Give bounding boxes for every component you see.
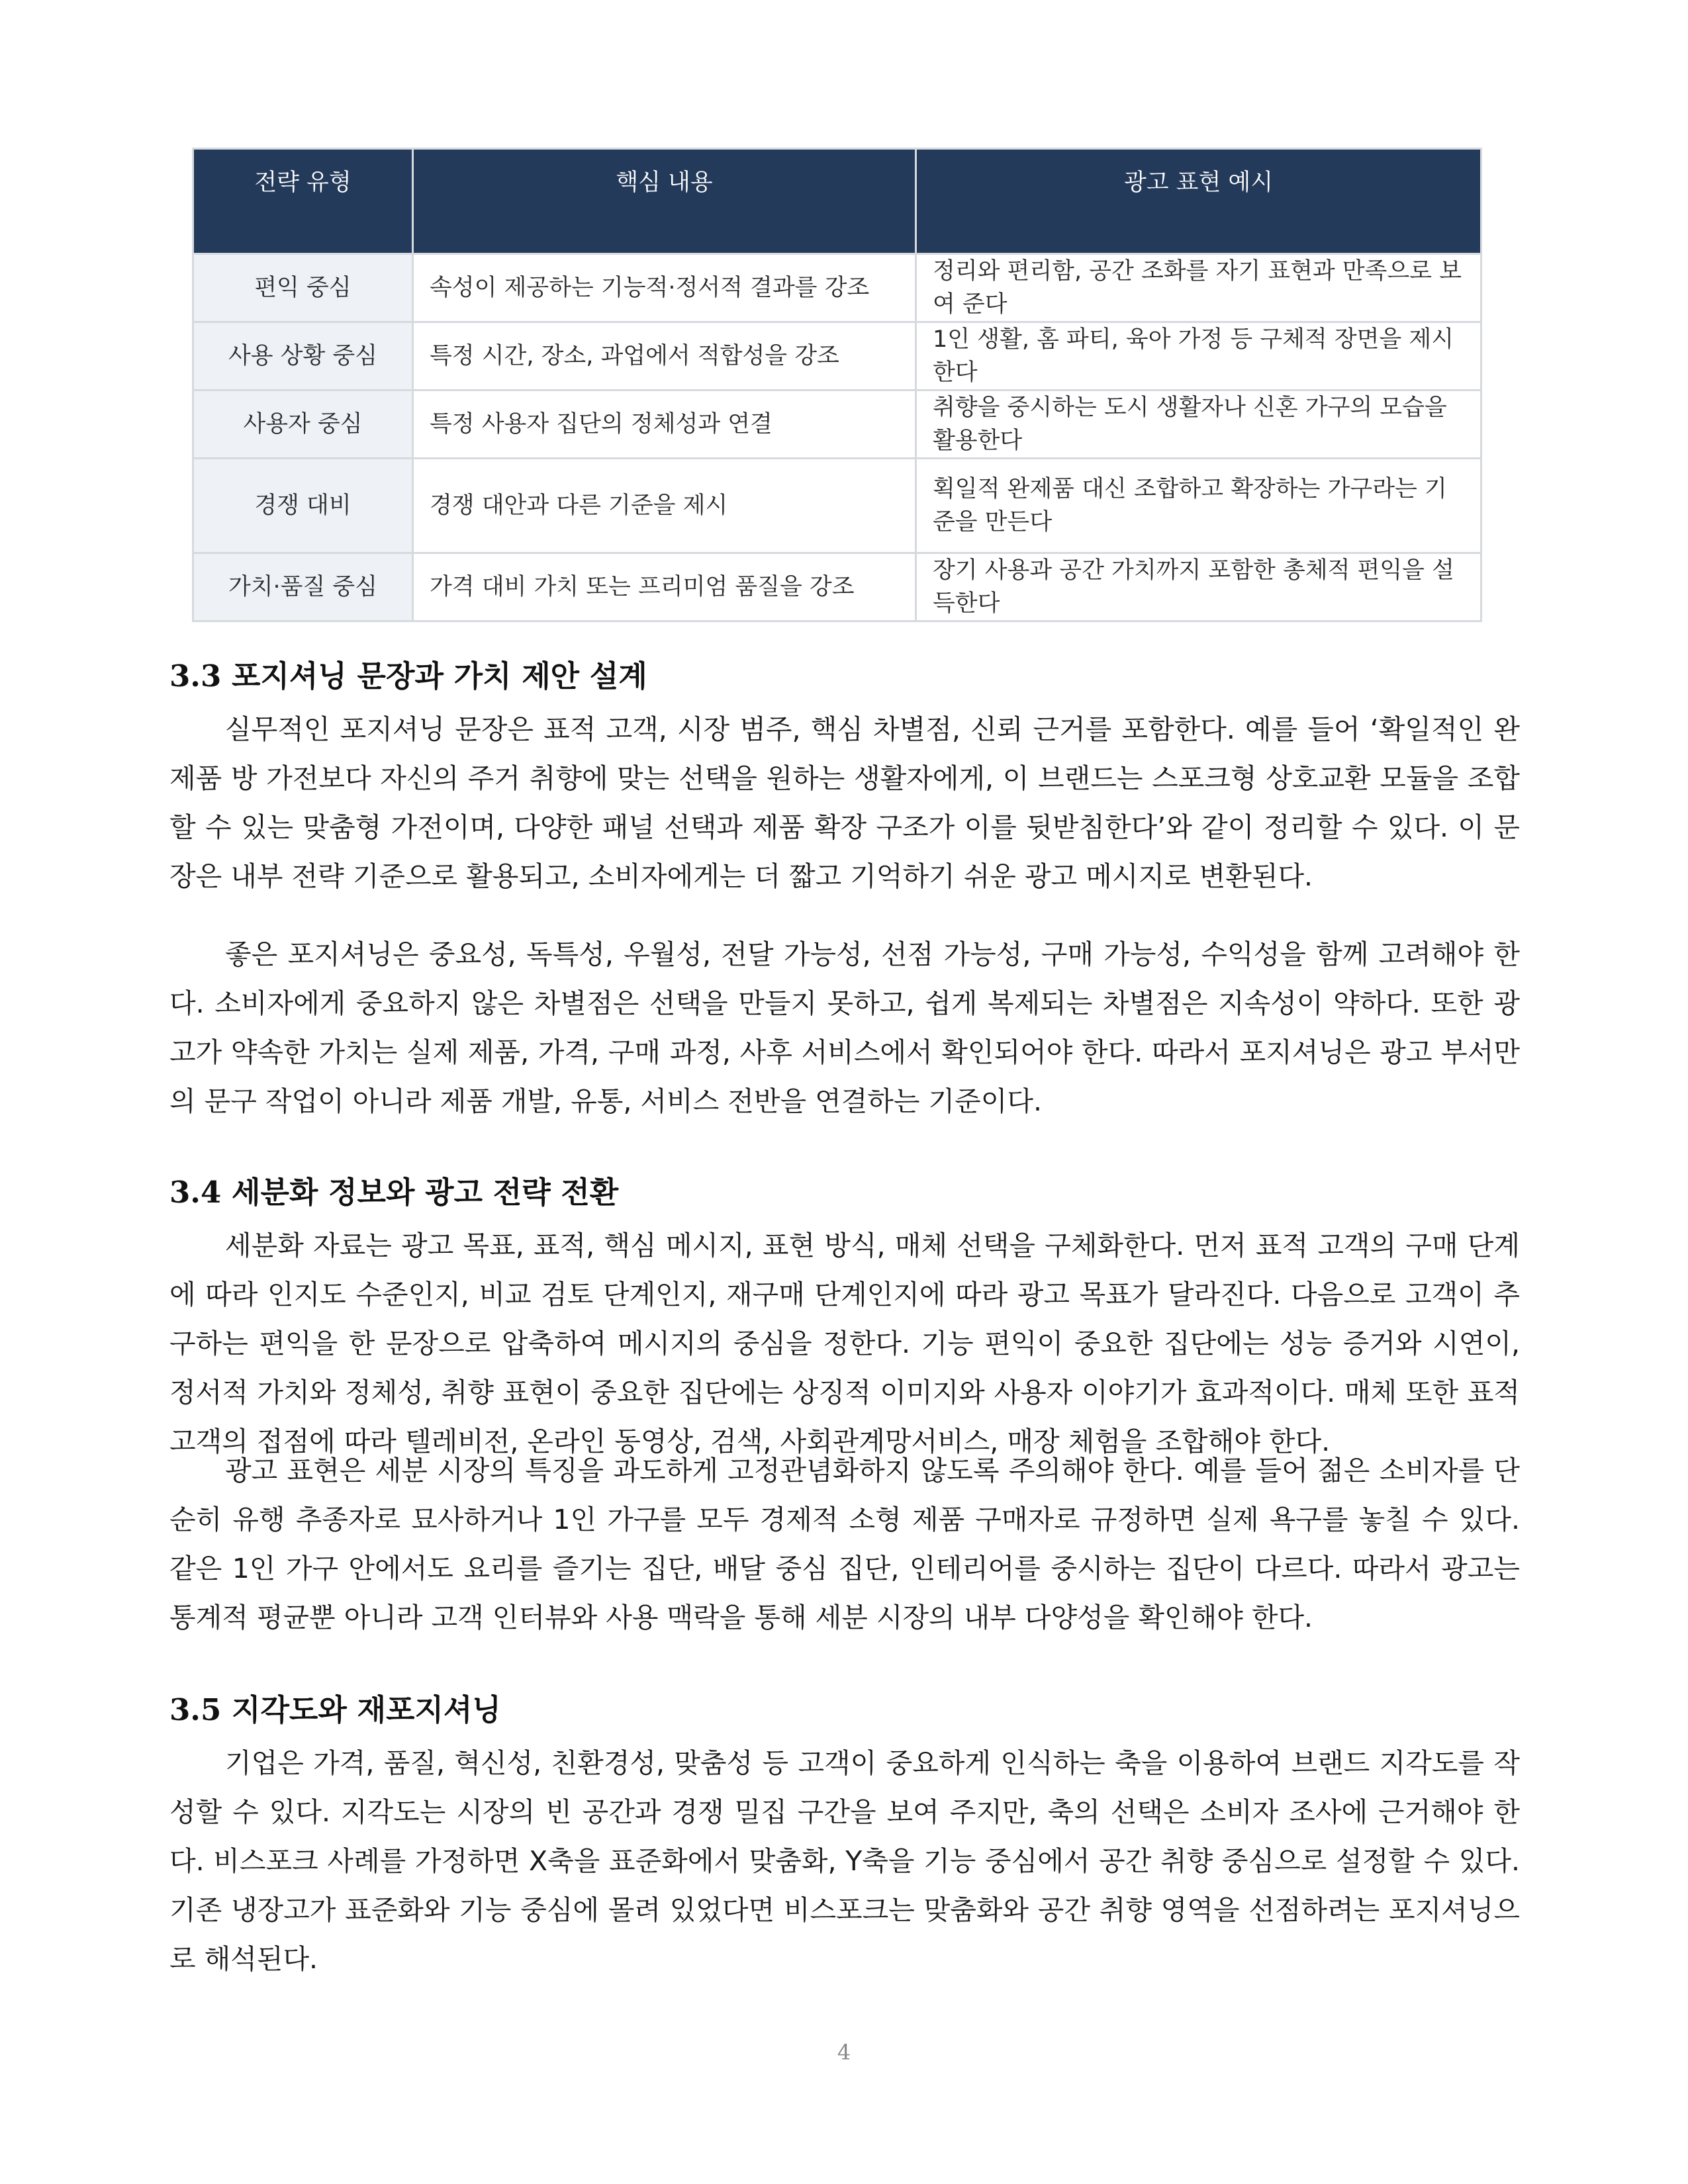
table-cell: 장기 사용과 공간 가치까지 포함한 총체적 편익을 설득한다 <box>916 553 1481 621</box>
paragraph: 좋은 포지셔닝은 중요성, 독특성, 우월성, 전달 가능성, 선점 가능성, 구매 가능성, 수익성을 함께 고려해야 한다. 소비자에게 중요하지 않은 차별점은 선택을 만들지 못하고, 쉽게 복제되는 차별점은 지속성이 약하다. 또한 광고가 약속한 가치는 실제 제품, 가격, 구매 과정, 사후 서비스에서 확인되어야 한다. 따라서 포지셔닝은 광고 부서만의 문구 작업이 아니라 제품 개발, 유통, 서비스 전반을 연결하는 기준이다. <box>169 938 1520 1117</box>
table-cell: 사용자 중심 <box>193 390 413 459</box>
paragraph: 기업은 가격, 품질, 혁신성, 친환경성, 맞춤성 등 고객이 중요하게 인식하는 축을 이용하여 브랜드 지각도를 작성할 수 있다. 지각도는 시장의 빈 공간과 경쟁 밀집 구간을 보여 주지만, 축의 선택은 소비자 조사에 근거해야 한다. 비스포크 사례를 가정하면 X축을 표준화에서 맞춤화, Y축을 기능 중심에서 공간 취향 중심으로 설정할 수 있다. 기존 냉장고가 표준화와 기능 중심에 몰려 있었다면 비스포크는 맞춤화와 공간 취향 영역을 선점하려는 포지셔닝으로 해석된다. <box>169 1747 1520 1975</box>
strategy-table <box>192 148 1482 622</box>
table-header-cell: 광고 표현 예시 <box>916 149 1481 254</box>
table-cell: 1인 생활, 홈 파티, 육아 가정 등 구체적 장면을 제시한다 <box>916 322 1481 390</box>
table-cell: 사용 상황 중심 <box>193 322 413 390</box>
paragraph: 실무적인 포지셔닝 문장은 표적 고객, 시장 범주, 핵심 차별점, 신뢰 근거를 포함한다. 예를 들어 ‘확일적인 완제품 방 가전보다 자신의 주거 취향에 맞는 선택을 원하는 생활자에게, 이 브랜드는 스포크형 상호교환 모듈을 조합할 수 있는 맞춤형 가전이며, 다양한 패널 선택과 제품 확장 구조가 이를 뒷받침한다’와 같이 정리할 수 있다. 이 문장은 내부 전략 기준으로 활용되고, 소비자에게는 더 짧고 기억하기 쉬운 광고 메시지로 변환된다. <box>169 713 1520 892</box>
table-cell: 편익 중심 <box>193 254 413 322</box>
section-number: 3.4 <box>169 1175 222 1210</box>
table-cell: 가치·품질 중심 <box>193 553 413 621</box>
paragraph: 광고 표현은 세분 시장의 특징을 과도하게 고정관념화하지 않도록 주의해야 한다. 예를 들어 젊은 소비자를 단순히 유행 추종자로 묘사하거나 1인 가구를 모두 경제적 소형 제품 구매자로 규정하면 실제 욕구를 놓칠 수 있다. 같은 1인 가구 안에서도 요리를 즐기는 집단, 배달 중심 집단, 인테리어를 중시하는 집단이 다르다. 따라서 광고는 통계적 평균뿐 아니라 고객 인터뷰와 사용 맥락을 통해 세분 시장의 내부 다양성을 확인해야 한다. <box>169 1455 1520 1633</box>
section-heading <box>169 1686 501 1729</box>
paragraph: 세분화 자료는 광고 목표, 표적, 핵심 메시지, 표현 방식, 매체 선택을 구체화한다. 먼저 표적 고객의 구매 단계에 따라 인지도 수준인지, 비교 검토 단계인지, 재구매 단계인지에 따라 광고 목표가 달라진다. 다음으로 고객이 추구하는 편익을 한 문장으로 압축하여 메시지의 중심을 정한다. 기능 편익이 중요한 집단에는 성능 증거와 시연이, 정서적 가치와 정체성, 취향 표현이 중요한 집단에는 상징적 이미지와 사용자 이야기가 효과적이다. 매체 또한 표적 고객의 접점에 따라 텔레비전, 온라인 동영상, 검색, 사회관계망서비스, 매장 체험을 조합해야 한다. <box>169 1230 1520 1457</box>
table-cell: 특정 시간, 장소, 과업에서 적합성을 강조 <box>413 322 916 390</box>
table-cell: 속성이 제공하는 기능적·정서적 결과를 강조 <box>413 254 916 322</box>
table-cell: 특정 사용자 집단의 정체성과 연결 <box>413 390 916 459</box>
section-heading <box>169 1168 618 1211</box>
table-cell: 경쟁 대안과 다른 기준을 제시 <box>413 459 916 553</box>
table-header-row <box>193 149 1481 254</box>
section-heading <box>169 652 647 695</box>
page-number: 4 <box>837 2040 851 2065</box>
table-row <box>193 459 1481 553</box>
table-cell: 가격 대비 가치 또는 프리미엄 품질을 강조 <box>413 553 916 621</box>
table-cell: 경쟁 대비 <box>193 459 413 553</box>
table-cell: 획일적 완제품 대신 조합하고 확장하는 가구라는 기준을 만든다 <box>916 459 1481 553</box>
table-row <box>193 322 1481 390</box>
section-number: 3.3 <box>169 659 222 694</box>
table-header-cell: 전략 유형 <box>193 149 413 254</box>
table-row <box>193 254 1481 322</box>
table-cell: 정리와 편리함, 공간 조화를 자기 표현과 만족으로 보여 준다 <box>916 254 1481 322</box>
table-row <box>193 553 1481 621</box>
table-row <box>193 390 1481 459</box>
table-header-cell: 핵심 내용 <box>413 149 916 254</box>
section-title: 세분화 정보와 광고 전략 전환 <box>231 1175 619 1210</box>
section-title: 지각도와 재포지셔닝 <box>231 1692 501 1727</box>
table-cell: 취향을 중시하는 도시 생활자나 신혼 가구의 모습을 활용한다 <box>916 390 1481 459</box>
section-title: 포지셔닝 문장과 가치 제안 설계 <box>231 659 647 694</box>
section-number: 3.5 <box>169 1692 222 1727</box>
